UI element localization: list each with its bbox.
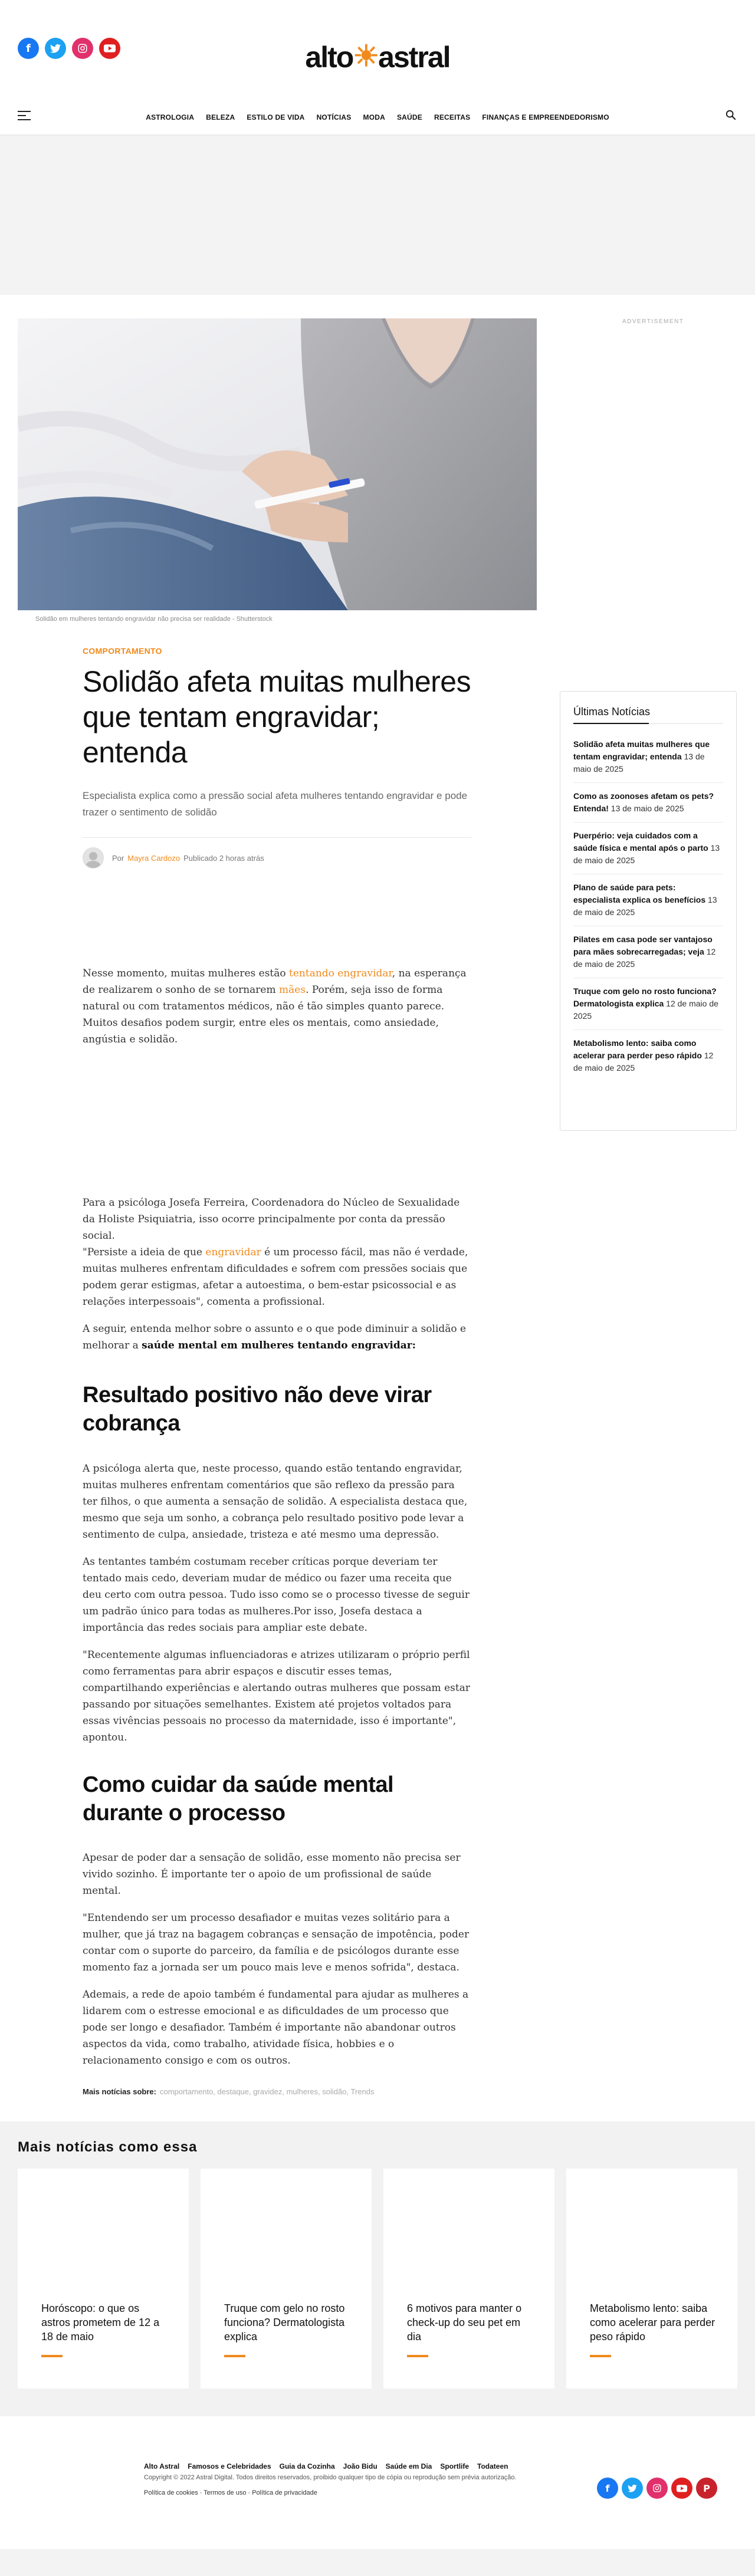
- news-card-title[interactable]: 6 motivos para manter o check-up do seu pet em dia: [407, 2302, 522, 2343]
- hero-image: [18, 318, 537, 610]
- more-news-label: Mais notícias sobre:: [83, 2087, 156, 2096]
- card-accent-bar: [41, 2355, 63, 2357]
- nav-item-moda[interactable]: MODA: [363, 113, 385, 121]
- card-accent-bar: [590, 2355, 611, 2357]
- main-nav: [0, 111, 755, 137]
- sidebar-news-item[interactable]: [573, 1030, 723, 1081]
- paragraph: "Recentemente algumas influenciadoras e atrizes utilizaram o próprio perfil como ferramentas para abrir espaços e discutir esses temas, compartilhando experiências e alertando outras mulheres que possam estar passando por situações semelhantes. Existem até projetos voltados para essas vivências pessoais no processo da maternidade, isso é importante", apontou.: [83, 1649, 470, 1743]
- card-accent-bar: [224, 2355, 245, 2357]
- sidebar-title: Últimas Notícias: [573, 706, 723, 724]
- sidebar-news-headline[interactable]: Metabolismo lento: saiba como acelerar para perder peso rápido: [573, 1038, 702, 1060]
- nav-item-receitas[interactable]: RECEITAS: [434, 113, 471, 121]
- section-heading: Como cuidar da saúde mental durante o processo: [83, 1772, 394, 1825]
- logo-text-astral: astral: [378, 41, 450, 74]
- nav-items: [0, 113, 755, 121]
- paragraph: A seguir, entenda melhor sobre o assunto e o que pode diminuir a solidão e melhorar a saúde mental em mulheres tentando engravidar:: [83, 1323, 467, 1351]
- article-category[interactable]: COMPORTAMENTO: [83, 646, 162, 656]
- bottom-band: [0, 2549, 755, 2576]
- nav-item-notícias[interactable]: NOTÍCIAS: [316, 113, 352, 121]
- paragraph: A psicóloga alerta que, neste processo, quando estão tentando engravidar, muitas mulheres enfrentam comentários que são reflexo da pressão para ter filhos, o que aumenta a sensação de solidão. A especialista destaca que, mesmo que seja um sonho, a cobrança pelo resultado positivo pode levar a sentimento de culpa, ansiedade, tristeza e até mesmo uma depressão.: [83, 1463, 468, 1541]
- author-line: [83, 837, 472, 868]
- paragraph: Nesse momento, muitas mulheres estão tentando engravidar, na esperança de realizarem o sonho de se tornarem mães. Porém, seja isso de forma natural ou com tratamentos médicos, não é tão simples quanto parece. Muitos desafios podem surgir, entre eles os mentais, como ansiedade, angústia e solidão.: [83, 968, 467, 1045]
- sidebar-news-item[interactable]: [573, 823, 723, 874]
- article-body-section1: [83, 1460, 472, 1756]
- twitter-icon[interactable]: [622, 2478, 643, 2499]
- footer-link[interactable]: Sportlife: [440, 2462, 470, 2470]
- footer-link[interactable]: Famosos e Celebridades: [188, 2462, 271, 2470]
- more-news-section: [0, 2121, 755, 2416]
- sidebar-news-headline[interactable]: Como as zoonoses afetam os pets? Entenda!: [573, 791, 714, 813]
- search-icon[interactable]: [726, 110, 736, 120]
- paragraph: Ademais, a rede de apoio também é fundamental para ajudar as mulheres a lidarem com o estresse emocional e as dificuldades de um processo que pode ser longo e desafiador. Também é importante não abandonar outros aspectos da vida, como trabalho, atividade física, hobbies e o relacionamento consigo e com os outros.: [83, 1989, 469, 2067]
- sidebar-news-date: 13 de maio de 2025: [573, 843, 720, 865]
- site-header: [0, 0, 755, 88]
- sidebar-news-headline[interactable]: Puerpério: veja cuidados com a saúde física e mental após o parto: [573, 831, 708, 853]
- sidebar-news-date: 12 de maio de 2025: [573, 1051, 714, 1072]
- nav-item-estilo-de-vida[interactable]: ESTILO DE VIDA: [247, 113, 305, 121]
- news-card[interactable]: [18, 2169, 189, 2389]
- sidebar-news-item[interactable]: [573, 874, 723, 926]
- more-news-cards: [18, 2169, 737, 2389]
- sun-icon: ☀: [353, 40, 379, 73]
- footer-copyright: Copyright © 2022 Astral Digital. Todos direitos reservados, proibido qualquer tipo de cópia ou reprodução sem prévia autorização.: [144, 2474, 517, 2481]
- ad-banner: [0, 137, 755, 295]
- article-title: Solidão afeta muitas mulheres que tentam engravidar; entenda: [83, 665, 471, 769]
- nav-item-astrologia[interactable]: ASTROLOGIA: [146, 113, 195, 121]
- by-label: Por: [112, 853, 124, 863]
- article-body-main: [83, 1195, 472, 1364]
- sidebar-news-date: 13 de maio de 2025: [573, 752, 705, 774]
- news-card[interactable]: [566, 2169, 737, 2389]
- hero-caption: Solidão em mulheres tentando engravidar não precisa ser realidade - Shutterstock: [35, 616, 273, 623]
- inline-link[interactable]: mães: [279, 984, 306, 996]
- footer-socials: [597, 2478, 717, 2499]
- logo-text-alto: alto: [305, 41, 353, 74]
- sidebar-news-item[interactable]: [573, 731, 723, 783]
- article-subtitle: Especialista explica como a pressão social afeta mulheres tentando engravidar e pode trazer o sentimento de solidão: [83, 790, 468, 818]
- sidebar-news-item[interactable]: [573, 978, 723, 1030]
- instagram-icon[interactable]: [646, 2478, 668, 2499]
- paragraph: "Persiste a ideia de que engravidar é um processo fácil, mas não é verdade, muitas mulheres enfrentam dificuldades e sofrem com pressões sociais que podem gerar estigmas, afetar a autoestima, o bem-estar psicossocial e as relações interpessoais", comenta a profissional.: [83, 1246, 468, 1308]
- paragraph: As tentantes também costumam receber críticas porque deveriam ter tentado mais cedo, deveriam mudar de médico ou fazer uma receita que deu certo com outra pessoa. Tudo isso como se o processo tivesse de seguir um padrão único para todas as mulheres.Por isso, Josefa destaca a importância das redes sociais para ampliar este debate.: [83, 1556, 470, 1634]
- footer-link[interactable]: Saúde em Dia: [385, 2462, 432, 2470]
- tag-list[interactable]: comportamento, destaque, gravidez, mulheres, solidão, Trends: [159, 2087, 375, 2096]
- advertisement-label: ADVERTISEMENT: [622, 318, 684, 325]
- nav-item-beleza[interactable]: BELEZA: [206, 113, 235, 121]
- footer-legal-links[interactable]: Política de cookies · Termos de uso · Política de privacidade: [144, 2489, 317, 2496]
- pinterest-icon[interactable]: P: [696, 2478, 717, 2499]
- footer-links: [144, 2462, 508, 2470]
- facebook-icon[interactable]: f: [18, 38, 39, 59]
- sidebar-news-date: 13 de maio de 2025: [573, 895, 717, 917]
- more-news-tags: [83, 2087, 374, 2096]
- more-news-heading: Mais notícias como essa: [18, 2139, 198, 2155]
- sidebar-news-headline[interactable]: Pilates em casa pode ser vantajoso para mães sobrecarregadas; veja: [573, 935, 713, 956]
- youtube-icon[interactable]: [671, 2478, 692, 2499]
- sidebar-news-item[interactable]: [573, 926, 723, 978]
- author-link[interactable]: Mayra Cardozo: [127, 853, 180, 863]
- section-heading: Resultado positivo não deve virar cobrança: [83, 1383, 432, 1436]
- sidebar-news-date: 12 de maio de 2025: [573, 947, 716, 969]
- news-card[interactable]: [201, 2169, 372, 2389]
- news-card-title[interactable]: Metabolismo lento: saiba como acelerar para perder peso rápido: [590, 2302, 715, 2343]
- sidebar-news-headline[interactable]: Plano de saúde para pets: especialista explica os benefícios: [573, 883, 706, 904]
- paragraph: Para a psicóloga Josefa Ferreira, Coordenadora do Núcleo de Sexualidade da Holiste Psiquiatria, isso ocorre principalmente por conta da pressão social.: [83, 1197, 460, 1242]
- inline-link[interactable]: engravidar: [205, 1246, 261, 1258]
- footer-link[interactable]: João Bidu: [343, 2462, 378, 2470]
- footer-link[interactable]: Todateen: [477, 2462, 508, 2470]
- news-card[interactable]: [383, 2169, 554, 2389]
- inline-link[interactable]: tentando engravidar: [289, 968, 392, 979]
- nav-item-saúde[interactable]: SAÚDE: [396, 113, 422, 121]
- facebook-icon[interactable]: f: [597, 2478, 618, 2499]
- news-card-title[interactable]: Horóscopo: o que os astros prometem de 12 a 18 de maio: [41, 2302, 160, 2343]
- latest-news-sidebar: [560, 691, 737, 1131]
- paragraph: "Entendendo ser um processo desafiador e muitas vezes solitário para a mulher, que já traz na bagagem cobranças e sensação de impotência, poder contar com o suporte do parceiro, da família e de psicólogos durante esse momento faz a jornada ser um pouco mais leve e menos sofrida", destaca.: [83, 1912, 470, 1973]
- sidebar-news-date: 13 de maio de 2025: [608, 804, 684, 813]
- nav-item-finanças-e-empreendedorismo[interactable]: FINANÇAS E EMPREENDEDORISMO: [482, 113, 609, 121]
- sidebar-news-headline[interactable]: Solidão afeta muitas mulheres que tentam engravidar; entenda: [573, 739, 710, 761]
- paragraph: Apesar de poder dar a sensação de solidão, esse momento não precisa ser vivido sozinho. É importante ter o apoio de um profissional de saúde mental.: [83, 1852, 461, 1897]
- footer-link[interactable]: Guia da Cozinha: [279, 2462, 335, 2470]
- card-accent-bar: [407, 2355, 428, 2357]
- site-footer: [0, 2416, 755, 2549]
- article-body-intro: [83, 965, 472, 1058]
- sidebar-news-date: 12 de maio de 2025: [573, 999, 718, 1021]
- avatar[interactable]: [83, 847, 104, 868]
- site-logo[interactable]: [0, 42, 755, 72]
- news-card-title[interactable]: Truque com gelo no rosto funciona? Dermatologista explica: [224, 2302, 345, 2343]
- footer-link[interactable]: Alto Astral: [144, 2462, 180, 2470]
- published-time: Publicado 2 horas atrás: [183, 853, 264, 863]
- article-body-section2: [83, 1850, 472, 2080]
- sidebar-news-headline[interactable]: Truque com gelo no rosto funciona? Dermatologista explica: [573, 986, 717, 1008]
- sidebar-news-item[interactable]: [573, 783, 723, 823]
- sidebar-list: [573, 731, 723, 1081]
